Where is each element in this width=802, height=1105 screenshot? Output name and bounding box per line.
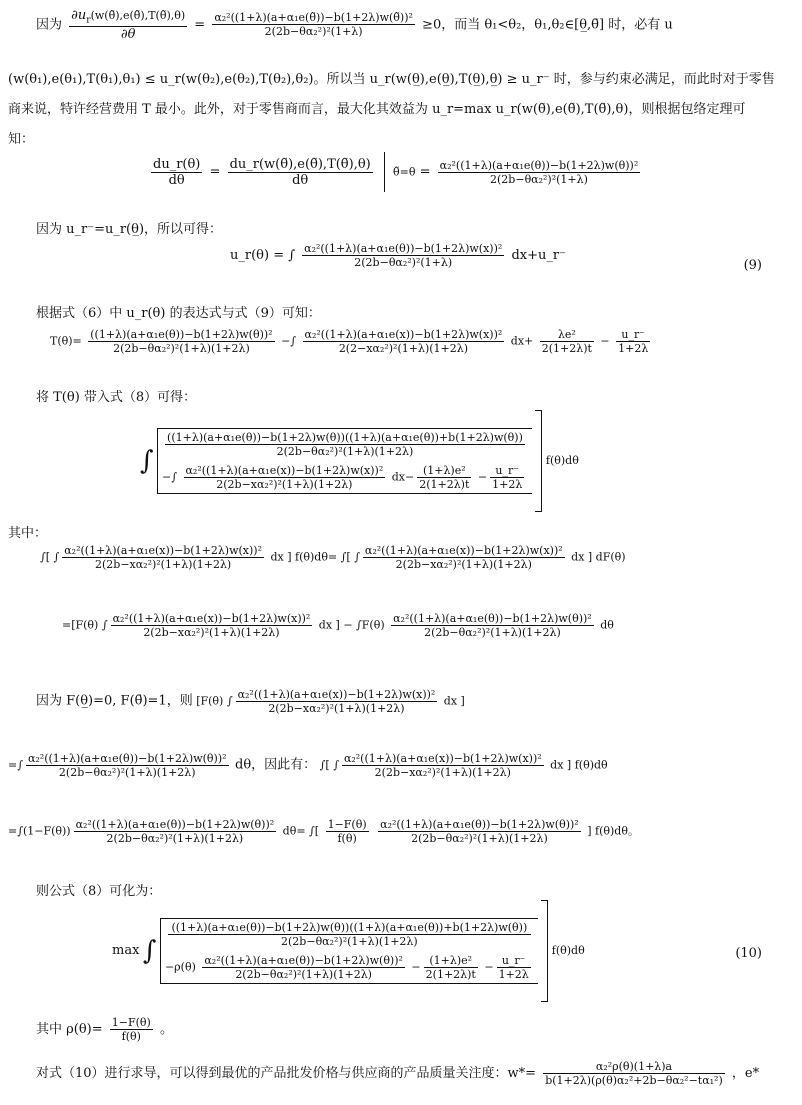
eqA-num2: α₂²((1+λ)(a+α₁e(x))−b(1+2λ)w(x))² <box>364 544 563 557</box>
eqD-frac2 <box>378 818 581 845</box>
eq8-r2-n3: (1+λ)e² <box>417 464 471 478</box>
eq8-integral: ∫ <box>140 446 154 476</box>
eq9-den: 2(2b−θα₂²)²(1+λ) <box>354 256 453 269</box>
para9-num: α₂²ρ(θ)(1+λ)a <box>543 1060 725 1074</box>
eq-B: =[F(θ) ∫ $\frac{\text{α₂²((1+λ)(a+α₁e(x))−b(1+2λ)w(x))²}}{\text{2(2b−xα₂²)²(1+λ)(1+2λ)}}$ dx ] − ∫F(θ) $\frac{\text{α₂²((1+λ)(a+α₁e(θ))−b(1+2λ)w(θ))²}}{\text{2(2b−θα₂²)²(1+λ)(1+2λ)}}$ dθ <box>62 612 614 639</box>
eq8-r2-d3: 2(1+2λ)t <box>419 478 470 491</box>
eqB-tail: dθ <box>600 618 614 632</box>
para6-lead: 因为 F(θ̲)=0, F(θ̄)=1，则 <box>36 693 193 709</box>
eq8-r2-den: 2(2b−xα₂²)²(1+λ)(1+2λ) <box>216 478 353 491</box>
du-mid-den: dθ <box>292 172 309 188</box>
eq8-r2-frac <box>184 464 386 491</box>
eq8-r2-f3 <box>417 464 471 491</box>
eq10-f4 <box>497 954 531 981</box>
eq10-f3 <box>424 954 478 981</box>
eq10-n4: u_r⁻ <box>497 954 531 968</box>
rhs-den: 2(2b−θα₂²)²(1+λ) <box>264 25 363 39</box>
eq9-number: (9) <box>743 258 762 273</box>
para7: 则公式（8）可化为： <box>36 884 162 899</box>
para9 <box>36 1060 802 1087</box>
eqB-frac2 <box>391 612 594 639</box>
eqB-frac1 <box>111 612 313 639</box>
para9-lead: 对式（10）进行求导，可以得到最优的产品批发价格与供应商的产品质量关注度：w*= <box>36 1066 537 1081</box>
eq8-r2-d4: 1+2λ <box>492 478 523 491</box>
para8-lead: 其中 ρ(θ)= <box>36 1022 103 1037</box>
para8-num: 1−F(θ) <box>111 1016 151 1029</box>
eq8-r2: −∫ $\frac{\text{α₂²((1+λ)(a+α₁e(x))−b(1+2λ)w(x))²}}{\text{2(2b−xα₂²)²(1+λ)(1+2λ)}}$ dx− $\frac{\text{(1+λ)e²}}{2(1+2\lambda)t}$ − $\frac{u\_r^-}{1+2\lambda}$ <box>162 464 523 491</box>
eqB-num1: α₂²((1+λ)(a+α₁e(x))−b(1+2λ)w(x))² <box>112 612 311 625</box>
eqT-dx: dx+ <box>510 334 534 348</box>
eqT-n2: α₂²((1+λ)(a+α₁e(x))−b(1+2λ)w(x))² <box>304 328 503 341</box>
eq8-sub <box>140 410 802 512</box>
para6-num: α₂²((1+λ)(a+α₁e(x))−b(1+2λ)w(x))² <box>237 688 436 701</box>
eqB-den2: 2(2b−θα₂²)²(1+λ)(1+2λ) <box>424 626 561 639</box>
eq8-r1 <box>165 431 525 458</box>
para8 <box>36 1016 802 1043</box>
eq-C: =∫ $\frac{\text{α₂²((1+λ)(a+α₁e(θ))−b(1+2λ)w(θ))²}}{\text{2(2b−θα₂²)²(1+λ)(1+2λ)}}$ dθ，因此有： ∫[ ∫ $\frac{\text{α₂²((1+λ)(a+α₁e(x))−b(1+2λ)w(x))²}}{\text{2(2b−xα₂²)²(1+λ)(1+2λ)}}$ dx ] f(θ)dθ <box>8 752 608 779</box>
eqB-den1: 2(2b−xα₂²)²(1+λ)(1+2λ) <box>143 626 280 639</box>
eq10-max: max <box>112 943 140 958</box>
frac-num-sub: r <box>86 15 91 26</box>
eqT-f2 <box>303 328 505 355</box>
eq10-r1-num: ((1+λ)(a+α₁e(θ))−b(1+2λ)w(θ))((1+λ)(a+α₁e(θ))+b(1+2λ)w(θ)) <box>168 921 531 935</box>
eq9-lhs: u_r(θ) = ∫ <box>230 248 295 263</box>
eqT-f3 <box>540 328 594 355</box>
eq-du: $\frac{du\_r(\theta)}{d\theta}$ = $\frac{du\_r(w(\thetã),e(\thetã),T(\thetã),\theta)}{d\theta}$ θ̃=θ = $\frac{\text{α₂²((1+λ)(a+α₁e(θ))−b(1+2λ)w(θ))²}}{\text{2(2b−θα₂²)²(1+λ)}}$ <box>148 152 802 192</box>
eqC-den1: 2(2b−θα₂²)²(1+λ)(1+2λ) <box>58 766 196 779</box>
du-rhs-den: 2(2b−θα₂²)²(1+λ) <box>490 172 588 186</box>
para1-line2: (w(θ₁),e(θ₁),T(θ₁),θ₁) ≤ u_r(w(θ₂),e(θ₂),T(θ₂),θ₂)。所以当 u_r(w(θ̲),e(θ̲),T(θ̲),θ̲) ≥ u_r⁻ 时，参与约束必满足，而此时对于零售 <box>8 72 775 87</box>
eq10-bracket <box>160 918 538 984</box>
eq10-n3: (1+λ)e² <box>424 954 478 968</box>
du-lhs <box>151 157 202 188</box>
eq8-r2-n4: u_r⁻ <box>490 464 524 478</box>
para8-end: 。 <box>159 1022 173 1037</box>
eq10-number: (10) <box>735 946 762 961</box>
eqT-lhs: T(θ)= <box>50 334 82 348</box>
eq10 <box>112 900 802 1002</box>
eq-D: =∫(1−F(θ)) $\frac{\text{α₂²((1+λ)(a+α₁e(θ))−b(1+2λ)w(θ))²}}{\text{2(2b−θα₂²)²(1+λ)(1+2λ)}}$ dθ= ∫[ $\frac{1-F(\theta)}{f(\theta)}$ $\frac{\text{α₂²((1+λ)(a+α₁e(θ))−b(1+2λ)w(θ))²}}{\text{2(2b−θα₂²)²(1+λ)(1+2λ)}}$ ] f(θ)dθ。 <box>8 818 639 845</box>
eq10-rho: −ρ(θ) <box>164 960 196 974</box>
du-rhs <box>438 159 641 186</box>
para1-tail: ≥0，而当 θ₁<θ₂，θ₁,θ₂∈[θ̲,θ̄] 时，必有 u <box>422 17 673 33</box>
eqC-mid: dθ，因此有： <box>235 757 317 773</box>
du-cond: θ̃=θ <box>393 165 416 179</box>
rhs-num: α₂²((1+λ)(a+α₁e(θ̃))−b(1+2λ)w(θ̃))² <box>214 11 413 25</box>
eqC-num2: α₂²((1+λ)(a+α₁e(x))−b(1+2λ)w(x))² <box>343 752 542 765</box>
eqC-num1: α₂²((1+λ)(a+α₁e(θ))−b(1+2λ)w(θ))² <box>27 752 227 765</box>
eq10-r2-den: 2(2b−θα₂²)²(1+λ)(1+2λ) <box>235 968 372 981</box>
du-mid-num: du_r(w(θ̃),e(θ̃),T(θ̃),θ) <box>229 156 371 172</box>
eq-A: ∫[ ∫ $\frac{\text{α₂²((1+λ)(a+α₁e(x))−b(1+2λ)w(x))²}}{\text{2(2b−xα₂²)²(1+λ)(1+2λ)}}$ dx ] f(θ)dθ= ∫[ ∫ $\frac{\text{α₂²((1+λ)(a+α₁e(x))−b(1+2λ)w(x))²}}{\text{2(2b−xα₂²)²(1+λ)(1+2λ)}}$ dx ] dF(θ) <box>40 544 626 571</box>
partial-frac <box>69 8 187 42</box>
eqD-num1: α₂²((1+λ)(a+α₁e(θ))−b(1+2λ)w(θ))² <box>75 818 275 831</box>
eqT-d1: 2(2b−θα₂²)²(1+λ)(1+2λ) <box>113 342 250 355</box>
eqT-f4 <box>616 328 650 355</box>
para5: 其中： <box>8 526 48 541</box>
eq10-tail: f(θ)dθ <box>551 944 585 957</box>
eq10-d3: 2(1+2λ)t <box>425 968 476 981</box>
eq10-r2-num: α₂²((1+λ)(a+α₁e(θ))−b(1+2λ)w(θ))² <box>204 954 403 967</box>
para1-line3: 商来说，特许经营费用 T 最小。此外，对于零售商而言，最大化其效益为 u_r=max u_r(w(θ̃),e(θ̃),T(θ̃),θ)，则根据包络定理可 <box>8 102 746 117</box>
eqA-den2: 2(2b−xα₂²)²(1+λ)(1+2λ) <box>395 558 532 571</box>
eqD-den2: 2(2b−θα₂²)²(1+λ)(1+2λ) <box>411 832 548 845</box>
para9-den: b(1+2λ)(ρ(θ)α₂²+2b−θα₂²−tα₁²) <box>545 1074 723 1087</box>
text-lead: 因为 <box>36 17 63 33</box>
eq-T: T(θ)= $\frac{\text{((1+λ)(a+α₁e(θ))−b(1+2λ)w(θ))²}}{\text{2(2b−θα₂²)²(1+λ)(1+2λ)}}$ −∫ $\frac{\text{α₂²((1+λ)(a+α₁e(x))−b(1+2λ)w(x))²}}{\text{2(2−xα₂²)²(1+λ)(1+2λ)}}$ dx+ $\frac{\text{λe²}}{2(1+2\lambda)t}$ − $\frac{u\_r^-}{1+2\lambda}$ <box>50 328 649 355</box>
du-rhs-num: α₂²((1+λ)(a+α₁e(θ))−b(1+2λ)w(θ))² <box>439 158 639 172</box>
du-lhs-num: du_r(θ) <box>153 156 201 172</box>
eqT-n4: u_r⁻ <box>616 328 650 342</box>
eqC-frac1 <box>26 752 229 779</box>
eq8-tail: f(θ)dθ <box>545 454 579 467</box>
eqA-den1: 2(2b−xα₂²)²(1+λ)(1+2λ) <box>94 558 232 571</box>
eq8-r1-den: 2(2b−θα₂²)²(1+λ)(1+2λ) <box>276 445 414 458</box>
rhs-frac <box>212 11 415 38</box>
eqT-int: −∫ <box>281 334 297 348</box>
eqC-den2: 2(2b−xα₂²)²(1+λ)(1+2λ) <box>374 766 511 779</box>
para9-tail: ，e* <box>731 1066 760 1081</box>
eqD-ffrac <box>326 818 369 845</box>
eq10-bracket-r <box>541 900 548 1002</box>
eqT-n3: λe² <box>540 328 594 342</box>
du-mid <box>228 157 373 188</box>
eqD-den1: 2(2b−θα₂²)²(1+λ)(1+2λ) <box>106 832 244 845</box>
eq9-frac <box>302 242 504 269</box>
eq8-bracket <box>157 428 532 494</box>
para2: 因为 u_r⁻=u_r(θ̲)，所以可得： <box>36 222 223 237</box>
eq10-r1-den: 2(2b−θα₂²)²(1+λ)(1+2λ) <box>281 935 418 948</box>
para6-frac <box>236 688 438 715</box>
eq10-integral: ∫ <box>142 936 157 966</box>
eqT-d3: 2(1+2λ)t <box>541 342 592 355</box>
para1-line1: 因为 $\frac{\partial u_r(w(\thetã),e(\thetã),T(\thetã),\theta)}{\partial\theta}$ = $\frac{\text{α₂²((1+λ)(a+α₁e(θ̃))−b(1+2λ)w(θ̃))²}}{\text{2(2b−θα₂²)²(1+λ)}}$ ≥0，而当 θ₁<θ₂，θ₁,θ₂∈[θ̲,θ̄] 时，必有 u <box>36 8 673 42</box>
eqT-d4: 1+2λ <box>618 342 649 355</box>
eq10-r1 <box>168 921 531 948</box>
eqD-fnum: 1−F(θ) <box>327 818 367 831</box>
para9-frac <box>543 1060 725 1087</box>
eq9-tail: dx+u_r⁻ <box>511 248 566 263</box>
eqA-mid: dx ] f(θ)dθ= <box>270 550 338 564</box>
eqD-tail: f(θ)dθ。 <box>595 824 639 838</box>
eqB-num2: α₂²((1+λ)(a+α₁e(θ))−b(1+2λ)w(θ))² <box>393 612 592 625</box>
eqC-frac2 <box>342 752 544 779</box>
eq8-bracket-r <box>535 410 542 512</box>
para6-den: 2(2b−xα₂²)²(1+λ)(1+2λ) <box>268 702 405 715</box>
eqA-frac2 <box>363 544 565 571</box>
eqT-f1 <box>88 328 274 355</box>
frac-num: ∂u <box>71 8 87 23</box>
eqC-tail: f(θ)dθ <box>574 758 608 772</box>
eqT-n1: ((1+λ)(a+α₁e(θ))−b(1+2λ)w(θ))² <box>90 328 273 341</box>
frac-num-args: (w(θ̃),e(θ̃),T(θ̃),θ) <box>90 9 186 22</box>
para1-line4: 知： <box>8 132 35 147</box>
para3: 根据式（6）中 u_r(θ) 的表达式与式（9）可知： <box>36 306 321 321</box>
eqD-num2: α₂²((1+λ)(a+α₁e(θ))−b(1+2λ)w(θ))² <box>380 818 579 831</box>
eq10-r2: −ρ(θ) $\frac{\text{α₂²((1+λ)(a+α₁e(θ))−b(1+2λ)w(θ))²}}{\text{2(2b−θα₂²)²(1+λ)(1+2λ)}}$ − $\frac{\text{(1+λ)e²}}{2(1+2\lambda)t}$ − $\frac{u\_r^-}{1+2\lambda}$ <box>164 954 529 981</box>
eq9 <box>230 242 802 269</box>
eq9-num: α₂²((1+λ)(a+α₁e(θ))−b(1+2λ)w(x))² <box>304 242 503 255</box>
du-lhs-den: dθ <box>168 172 185 188</box>
eq10-r2-frac <box>202 954 405 981</box>
para4: 将 T(θ) 带入式（8）可得： <box>36 390 197 405</box>
para6: 因为 F(θ̲)=0, F(θ̄)=1，则 [F(θ) ∫ $\frac{\text{α₂²((1+λ)(a+α₁e(x))−b(1+2λ)w(x))²}}{\text{2(2b−xα₂²)²(1+λ)(1+2λ)}}$ dx ] <box>36 688 465 715</box>
eqT-d2: 2(2−xα₂²)²(1+λ)(1+2λ) <box>338 342 469 355</box>
eq8-r2-num: α₂²((1+λ)(a+α₁e(x))−b(1+2λ)w(x))² <box>185 464 384 477</box>
eq10-d4: 1+2λ <box>498 968 529 981</box>
eqA-tail: dx ] dF(θ) <box>571 550 626 564</box>
eqA-frac1 <box>62 544 264 571</box>
eq8-r2-f4 <box>490 464 524 491</box>
eqD-frac1 <box>74 818 277 845</box>
frac-den: ∂θ <box>120 26 136 42</box>
para8-den: f(θ) <box>121 1030 141 1043</box>
eqD-fden: f(θ) <box>337 832 357 845</box>
eqA-num1: α₂²((1+λ)(a+α₁e(x))−b(1+2λ)w(x))² <box>64 544 262 557</box>
para8-frac <box>110 1016 153 1043</box>
eq8-r1-num: ((1+λ)(a+α₁e(θ))−b(1+2λ)w(θ))((1+λ)(a+α₁e(θ))+b(1+2λ)w(θ)) <box>167 431 523 444</box>
